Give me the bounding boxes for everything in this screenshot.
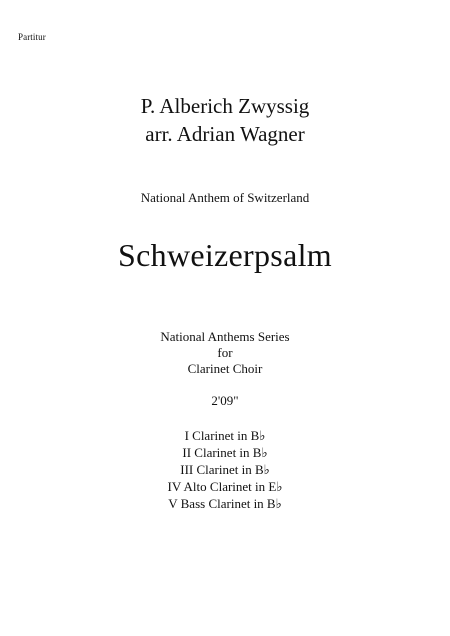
instrument-list [0,427,450,512]
instrument-item: I Clarinet in B♭ [184,428,266,443]
for-label: for [217,345,233,360]
score-type-label: Partitur [18,32,46,42]
piece-title: Schweizerpsalm [118,237,332,273]
duration: 2'09" [211,393,239,408]
ensemble-name: Clarinet Choir [187,361,263,376]
series-name: National Anthems Series [160,329,290,344]
piece-subtitle: National Anthem of Switzerland [140,190,310,205]
instrument-item: V Bass Clarinet in B♭ [168,496,282,511]
instrument-item: IV Alto Clarinet in E♭ [167,479,283,494]
instrument-item: II Clarinet in B♭ [182,445,268,460]
instrument-item: III Clarinet in B♭ [180,462,270,477]
composer-name: P. Alberich Zwyssig [140,94,310,118]
arranger-name: arr. Adrian Wagner [145,122,305,146]
